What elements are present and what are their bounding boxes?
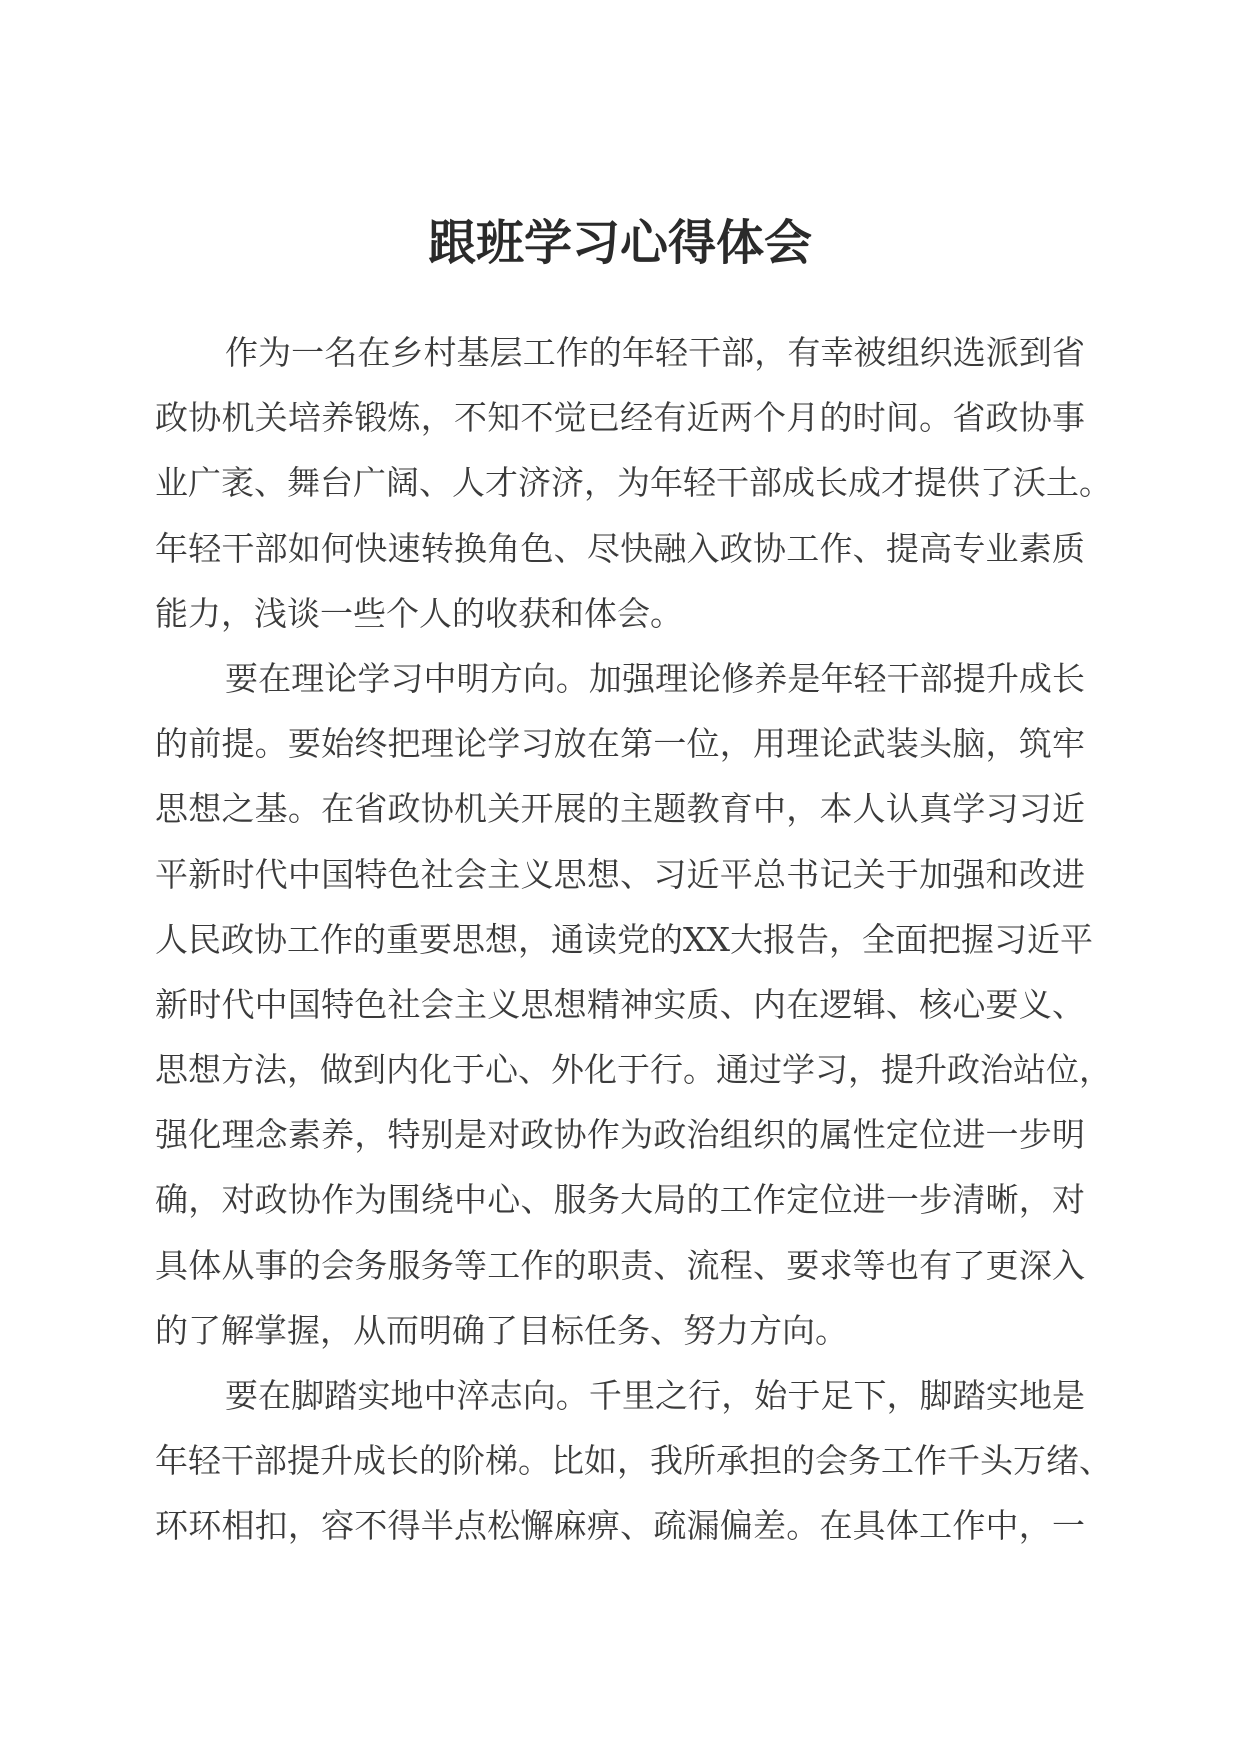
paragraph-1-line: 能力，浅谈一些个人的收获和体会。 [155,593,683,633]
paragraph-1-line: 政协机关培养锻炼，不知不觉已经有近两个月的时间。省政协事 [155,398,1085,438]
paragraph-2-line: 强化理念素养，特别是对政协作为政治组织的属性定位进一步明 [155,1115,1085,1155]
paragraph-1-line: 年轻干部如何快速转换角色、尽快融入政协工作、提高专业素质 [155,528,1085,568]
paragraph-3-line: 环环相扣，容不得半点松懈麻痹、疏漏偏差。在具体工作中，一 [155,1506,1085,1546]
document-title: 跟班学习心得体会 [427,215,812,271]
paragraph-2-line: 思想之基。在省政协机关开展的主题教育中，本人认真学习习近 [155,789,1085,829]
paragraph-2-line: 平新时代中国特色社会主义思想、习近平总书记关于加强和改进 [155,854,1085,894]
paragraph-2-line: 具体从事的会务服务等工作的职责、流程、要求等也有了更深入 [155,1245,1085,1285]
paragraph-3-line: 年轻干部提升成长的阶梯。比如，我所承担的会务工作千头万绪、 [155,1441,1112,1481]
paragraph-2-line: 要在理论学习中明方向。加强理论修养是年轻干部提升成长 [225,658,1085,698]
paragraph-2-line: 确，对政协作为围绕中心、服务大局的工作定位进一步清晰，对 [155,1180,1085,1220]
paragraph-2-line: 人民政协工作的重要思想，通读党的XX大报告，全面把握习近平 [155,919,1093,959]
paragraph-2-line: 的前提。要始终把理论学习放在第一位，用理论武装头脑，筑牢 [155,724,1085,764]
document-body [155,320,1112,1559]
paragraph-1-line: 作为一名在乡村基层工作的年轻干部，有幸被组织选派到省 [225,333,1085,372]
paragraph-1-line: 业广袤、舞台广阔、人才济济，为年轻干部成长成才提供了沃土。 [155,463,1112,503]
paragraph-2-line: 的了解掌握，从而明确了目标任务、努力方向。 [155,1310,848,1350]
paragraph-2-line: 新时代中国特色社会主义思想精神实质、内在逻辑、核心要义、 [155,984,1085,1024]
paragraph-3-line: 要在脚踏实地中淬志向。千里之行，始于足下，脚踏实地是 [225,1376,1085,1415]
paragraph-2-line: 思想方法，做到内化于心、外化于行。通过学习，提升政治站位， [155,1050,1112,1090]
